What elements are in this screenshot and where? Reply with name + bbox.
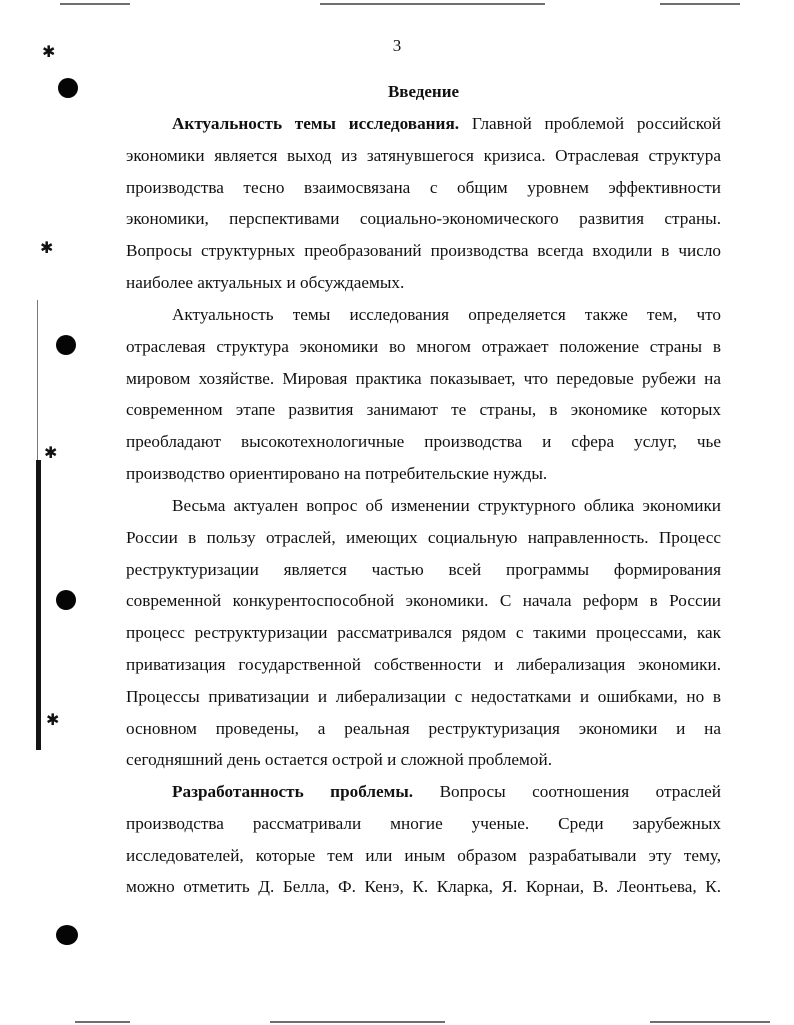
paragraph-line: исследователей, которые тем или иным образом разрабатывали эту тему,	[126, 845, 721, 865]
paragraph-line: приватизация государственной собственности и либерализация экономики.	[126, 654, 721, 674]
paragraph	[126, 299, 721, 490]
paragraph-line: мировом хозяйстве. Мировая практика показывает, что передовые рубежи на	[126, 368, 721, 388]
paragraph	[126, 108, 721, 299]
binder-hole	[56, 925, 78, 945]
paragraph-line: производство ориентировано на потребительские нужды.	[126, 463, 548, 483]
scan-edge-bottom	[75, 1021, 130, 1023]
paragraph-line: реструктуризации является частью всей программы формирования	[126, 559, 721, 579]
paragraph-line: экономики является выход из затянувшегося кризиса. Отраслевая структура	[126, 145, 721, 165]
scan-edge-bottom	[270, 1021, 445, 1023]
bold-lead: Актуальность темы исследования.	[172, 114, 460, 133]
page-number: 3	[392, 36, 402, 55]
paragraph	[126, 490, 721, 776]
binder-hole	[56, 335, 76, 355]
binder-hole	[58, 78, 78, 98]
binding-edge-bar	[37, 300, 38, 460]
paragraph-line: современной конкурентоспособной экономики. С начала реформ в России	[126, 591, 721, 611]
scan-edge-top	[320, 3, 545, 5]
scan-edge-top	[60, 3, 130, 5]
paragraph-line: производства тесно взаимосвязана с общим уровнем эффективности	[126, 177, 721, 197]
paragraph-line: основном проведены, а реальная реструктуризация экономики и на	[126, 718, 721, 738]
paragraph-line: Процессы приватизации и либерализации с недостатками и ошибками, но в	[126, 686, 721, 706]
paragraph-line: Весьма актуален вопрос об изменении структурного облика экономики	[172, 496, 721, 515]
binding-edge-bar	[36, 460, 41, 750]
paragraph-line: Актуальность темы исследования. Главной проблемой российской	[172, 114, 721, 133]
margin-speck-icon: ✱	[40, 238, 54, 257]
margin-speck-icon: ✱	[46, 710, 60, 729]
margin-speck-icon: ✱	[44, 443, 58, 462]
paragraph-line: Вопросы структурных преобразований производства всегда входили в число	[126, 241, 721, 261]
bold-lead: Разработанность проблемы.	[172, 782, 414, 801]
margin-speck-icon: ✱	[42, 42, 56, 61]
paragraph-line: отраслевая структура экономики во многом отражает положение страны в	[126, 336, 721, 356]
paragraph-line: производства рассматривали многие ученые. Среди зарубежных	[126, 813, 721, 833]
paragraph	[126, 776, 721, 903]
paragraph-line: современном этапе развития занимают те страны, в экономике которых	[126, 400, 721, 420]
paragraph-line: Разработанность проблемы. Вопросы соотношения отраслей	[172, 782, 721, 801]
section-heading: Введение	[387, 82, 460, 101]
paragraph-line: России в пользу отраслей, имеющих социальную направленность. Процесс	[126, 527, 721, 547]
binder-hole	[56, 590, 76, 610]
paragraph-line: преобладают высокотехнологичные производства и сфера услуг, чье	[126, 432, 721, 452]
paragraph-line: Актуальность темы исследования определяется также тем, что	[172, 305, 721, 324]
paragraph-line: можно отметить Д. Белла, Ф. Кенэ, К. Кларка, Я. Корнаи, В. Леонтьева, К.	[126, 877, 721, 897]
scan-edge-top	[660, 3, 740, 5]
paragraph-line: сегодняшний день остается острой и сложной проблемой.	[126, 750, 553, 770]
paragraph-line: наиболее актуальных и обсуждаемых.	[126, 272, 405, 292]
paragraph-line: процесс реструктуризации рассматривался рядом с такими процессами, как	[126, 623, 721, 643]
scan-edge-bottom	[650, 1021, 770, 1023]
paragraph-line: экономики, перспективами социально-экономического развития страны.	[126, 209, 721, 229]
